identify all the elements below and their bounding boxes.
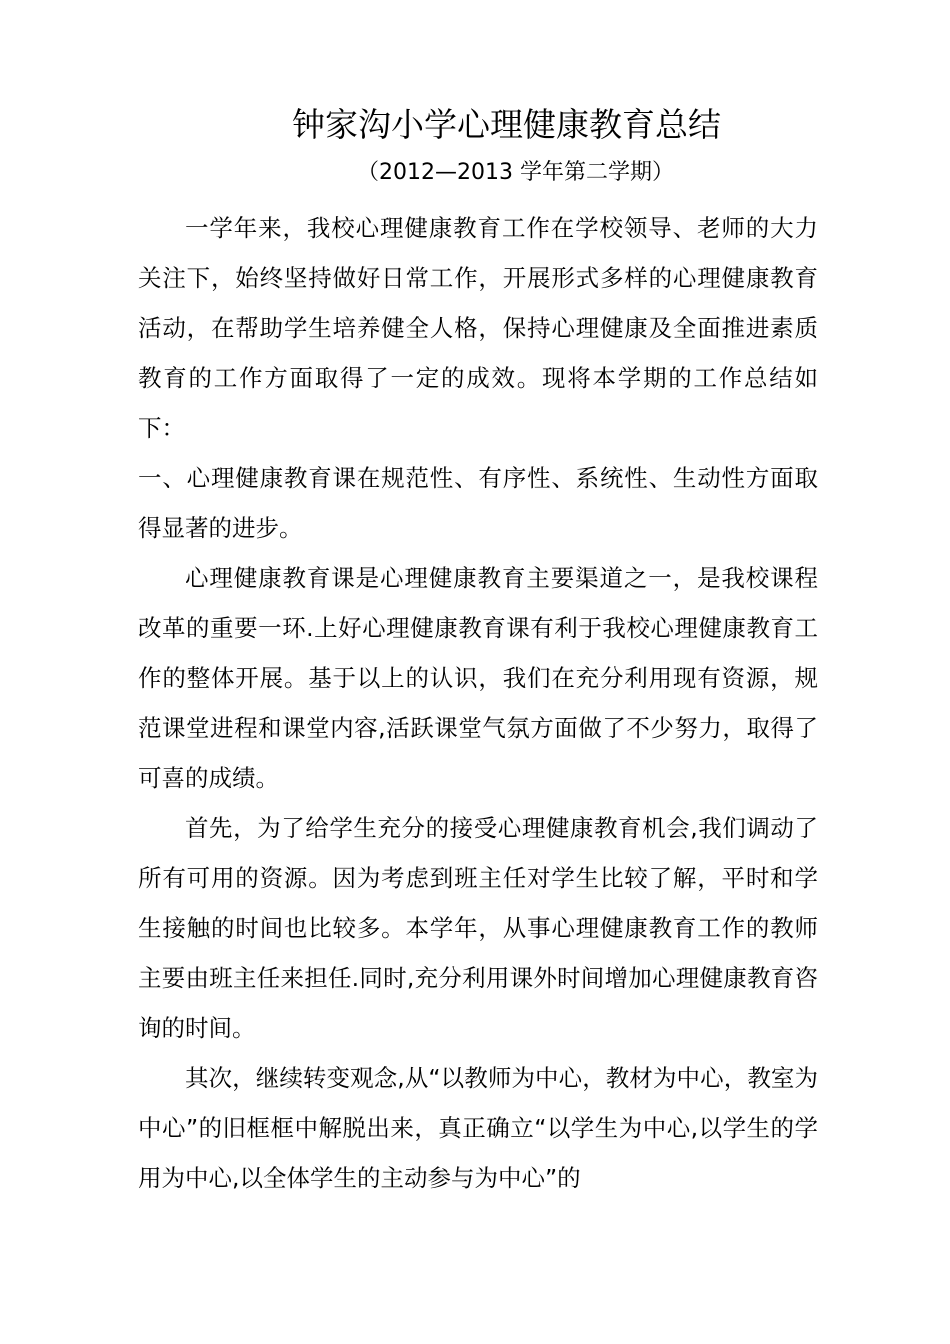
document-body [138,203,818,1203]
paragraph-intro: 一学年来，我校心理健康教育工作在学校领导、老师的大力关注下，始终坚持做好日常工作，开展形式多样的心理健康教育活动，在帮助学生培养健全人格，保持心理健康及全面推进素质教育的工作方面取得了一定的成效。现将本学期的工作总结如下： [138,214,818,442]
paragraph-course: 心理健康教育课是心理健康教育主要渠道之一，是我校课程改革的重要一环.上好心理健康教育课有利于我校心理健康教育工作的整体开展。基于以上的认识，我们在充分利用现有资源，规范课堂进程和课堂内容,活跃课堂气氛方面做了不少努力，取得了可喜的成绩。 [138,564,818,792]
section-heading-1: 一、心理健康教育课在规范性、有序性、系统性、生动性方面取得显著的进步。 [138,464,818,542]
document-subtitle: （2012—2013 学年第二学期） [357,160,674,185]
paragraph-first: 首先，为了给学生充分的接受心理健康教育机会,我们调动了所有可用的资源。因为考虑到班主任对学生比较了解，平时和学生接触的时间也比较多。本学年，从事心理健康教育工作的教师主要由班主任来担任.同时,充分利用课外时间增加心理健康教育咨询的时间。 [138,814,818,1042]
document-title: 钟家沟小学心理健康教育总结 [292,105,721,144]
paragraph-second: 其次，继续转变观念,从“以教师为中心，教材为中心，教室为中心”的旧框框中解脱出来，真正确立“以学生为中心,以学生的学用为中心,以全体学生的主动参与为中心”的 [138,1064,818,1192]
